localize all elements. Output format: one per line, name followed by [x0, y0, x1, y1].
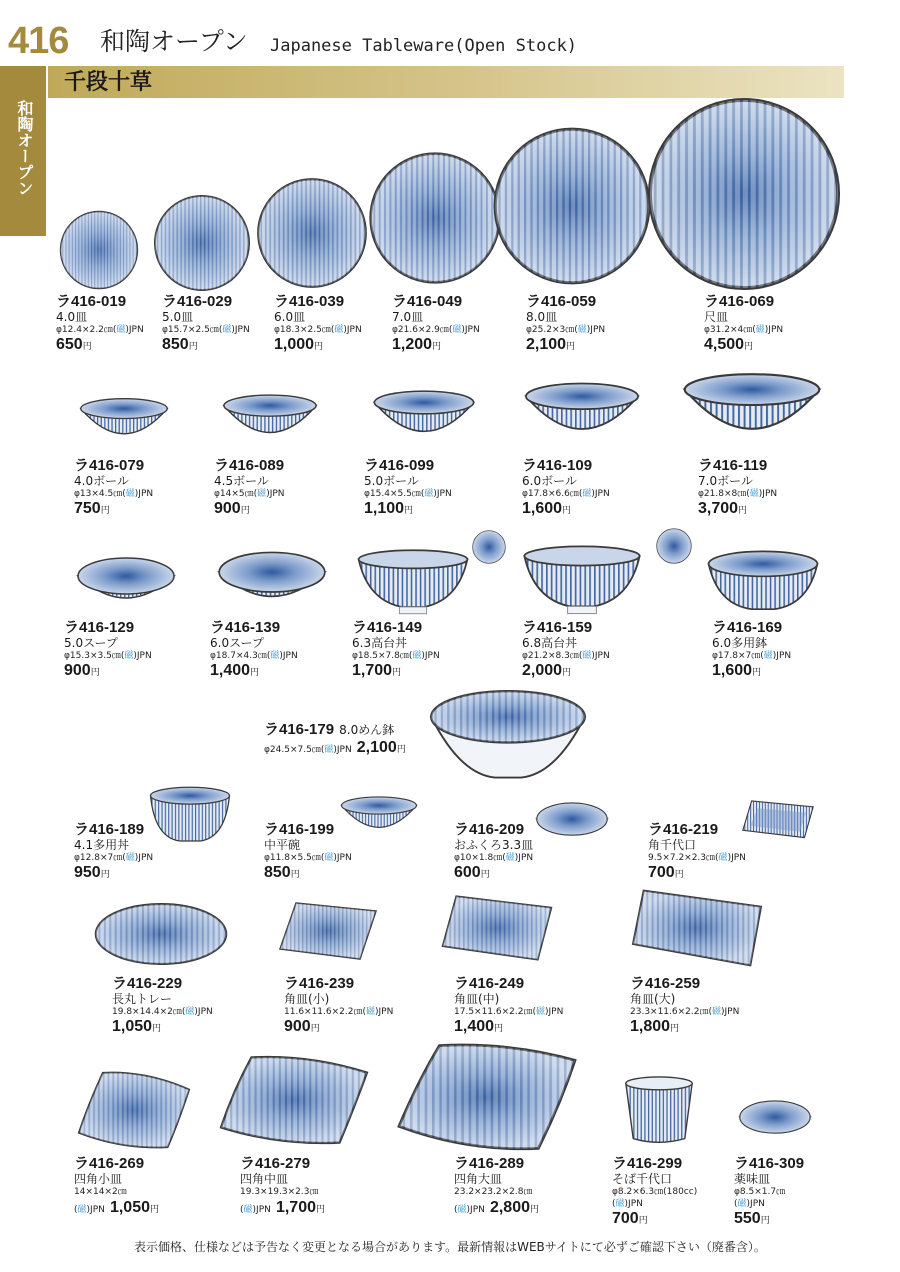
product-name: 6.0多用鉢 — [712, 636, 768, 650]
product-name: 角皿(小) — [284, 992, 330, 1006]
product-price: 1,200円 — [392, 336, 442, 353]
product-photo-259 — [602, 888, 792, 968]
product-photo-189 — [148, 784, 232, 846]
product-photo-159-detail — [656, 528, 692, 564]
product-spec: φ31.2×4㎝(磁)JPN — [704, 325, 784, 335]
product-photo-089 — [222, 392, 318, 450]
product-code: ラ416-179 — [264, 721, 335, 738]
product-photo-019 — [58, 210, 140, 290]
product-name: 7.0ボール — [698, 474, 753, 488]
product-price: 700円 — [612, 1210, 648, 1227]
product-price: 2,100円 — [526, 336, 576, 353]
product-item — [522, 458, 610, 519]
product-item — [274, 294, 362, 355]
product-name: 4.0ボール — [74, 474, 129, 488]
product-photo-309 — [738, 1098, 812, 1142]
product-item — [712, 620, 791, 681]
product-price: 650円 — [56, 336, 92, 353]
product-code: ラ416-019 — [56, 293, 127, 310]
product-code: ラ416-069 — [704, 293, 775, 310]
product-photo-059 — [492, 124, 652, 288]
product-price: 950円 — [74, 864, 110, 881]
product-item — [698, 458, 777, 519]
product-photo-029 — [150, 194, 254, 292]
product-spec: 19.3×19.3×2.3㎝ — [240, 1187, 319, 1197]
product-name: 6.0ボール — [522, 474, 577, 488]
product-photo-289 — [392, 1042, 582, 1152]
product-spec: φ18.5×7.8㎝(磁)JPN — [352, 651, 440, 661]
product-item: ラ416-269 四角小皿 14×14×2㎝ (磁)JPN 1,050円 — [74, 1155, 160, 1216]
product-price: 1,400円 — [210, 662, 260, 679]
product-code: ラ416-299 — [612, 1155, 683, 1172]
product-price: 900円 — [214, 500, 250, 517]
footer-note: 表示価格、仕様などは予告なく変更となる場合があります。最新情報はWEBサイトにて必ずご確認下さい（廃番含）。 — [134, 1240, 766, 1254]
product-spec: φ17.8×6.6㎝(磁)JPN — [522, 489, 610, 499]
product-price: 2,800円 — [489, 1199, 540, 1216]
product-price: 1,800円 — [630, 1018, 680, 1035]
product-price: 1,100円 — [364, 500, 414, 517]
product-price: 1,400円 — [454, 1018, 504, 1035]
product-spec: φ18.3×2.5㎝(磁)JPN — [274, 325, 362, 335]
product-photo-219 — [736, 798, 820, 842]
product-name: 5.0皿 — [162, 310, 194, 324]
product-spec: φ11.8×5.5㎝(磁)JPN — [264, 853, 352, 863]
product-price: 1,050円 — [109, 1199, 160, 1216]
product-item — [284, 976, 393, 1037]
product-item — [74, 822, 153, 883]
product-code: ラ416-189 — [74, 821, 145, 838]
product-price: 600円 — [454, 864, 490, 881]
product-name: 四角中皿 — [240, 1172, 289, 1186]
product-spec: 23.2×23.2×2.8㎝ — [454, 1187, 533, 1197]
product-name: 4.0皿 — [56, 310, 88, 324]
product-spec: φ15.7×2.5㎝(磁)JPN — [162, 325, 250, 335]
product-spec: φ21.6×2.9㎝(磁)JPN — [392, 325, 480, 335]
product-name: 長丸トレー — [112, 992, 173, 1006]
product-item — [522, 620, 610, 681]
product-item — [352, 620, 440, 681]
product-item — [264, 722, 406, 758]
product-code: ラ416-119 — [698, 457, 768, 474]
product-price: 850円 — [264, 864, 300, 881]
product-item — [526, 294, 605, 355]
product-price: 4,500円 — [704, 336, 754, 353]
product-price: 1,600円 — [522, 500, 572, 517]
product-price: 850円 — [162, 336, 198, 353]
product-code: ラ416-029 — [162, 293, 233, 310]
product-spec: 14×14×2㎝ — [74, 1187, 127, 1197]
product-item — [648, 822, 746, 883]
product-spec: φ25.2×3㎝(磁)JPN — [526, 325, 606, 335]
product-item — [392, 294, 480, 355]
product-price: 700円 — [648, 864, 684, 881]
product-code: ラ416-279 — [240, 1155, 311, 1172]
product-photo-269 — [72, 1068, 196, 1152]
page-header — [0, 22, 900, 60]
product-photo-239 — [278, 900, 378, 962]
product-name: 角皿(中) — [454, 992, 500, 1006]
product-code: ラ416-139 — [210, 619, 281, 636]
product-name: 8.0めん鉢 — [339, 723, 395, 737]
product-code: ラ416-269 — [74, 1155, 145, 1172]
product-name: 中平碗 — [264, 838, 301, 852]
product-photo-099 — [370, 388, 478, 450]
product-photo-149 — [352, 548, 474, 616]
product-photo-179 — [424, 688, 592, 784]
product-code: ラ416-169 — [712, 619, 783, 636]
product-spec: φ21.2×8.3㎝(磁)JPN — [522, 651, 610, 661]
product-name: 角千代口 — [648, 838, 697, 852]
product-spec: 23.3×11.6×2.2㎝(磁)JPN — [630, 1007, 740, 1017]
product-price: 2,100円 — [356, 739, 406, 756]
product-spec: 9.5×7.2×2.3㎝(磁)JPN — [648, 853, 746, 863]
product-photo-279 — [218, 1054, 370, 1146]
product-name: 6.0スープ — [210, 636, 264, 650]
product-code: ラ416-109 — [522, 457, 593, 474]
product-item: ラ416-289 四角大皿 23.2×23.2×2.8㎝ (磁)JPN 2,800円 — [454, 1155, 540, 1216]
product-price: 1,600円 — [712, 662, 762, 679]
product-code: ラ416-089 — [214, 457, 285, 474]
product-photo-169 — [704, 548, 822, 616]
product-photo-039 — [256, 176, 368, 290]
product-spec: 11.6×11.6×2.2㎝(磁)JPN — [284, 1007, 394, 1017]
product-name: おふくろ3.3皿 — [454, 838, 534, 852]
product-item — [364, 458, 452, 519]
product-code: ラ416-289 — [454, 1155, 525, 1172]
product-spec: φ15.4×5.5㎝(磁)JPN — [364, 489, 452, 499]
product-photo-159 — [512, 544, 652, 616]
product-code: ラ416-239 — [284, 975, 355, 992]
product-name: 4.1多用丼 — [74, 838, 130, 852]
product-code: ラ416-149 — [352, 619, 423, 636]
product-photo-149-detail — [472, 530, 506, 564]
product-name: 角皿(大) — [630, 992, 676, 1006]
product-spec: φ21.8×8㎝(磁)JPN — [698, 489, 778, 499]
product-code: ラ416-199 — [264, 821, 335, 838]
product-item: ラ416-279 四角中皿 19.3×19.3×2.3㎝ (磁)JPN 1,700円 — [240, 1155, 326, 1216]
product-code: ラ416-159 — [522, 619, 593, 636]
product-code: ラ416-099 — [364, 457, 435, 474]
product-spec: φ24.5×7.5㎝(磁)JPN — [264, 745, 352, 755]
product-spec: φ8.2×6.3㎝(180cc) — [612, 1187, 698, 1197]
product-item — [112, 976, 213, 1037]
product-item — [210, 620, 298, 681]
product-code: ラ416-309 — [734, 1155, 805, 1172]
product-name: 四角大皿 — [454, 1172, 503, 1186]
product-name: 5.0スープ — [64, 636, 118, 650]
product-item — [454, 822, 533, 883]
product-price: 1,700円 — [352, 662, 402, 679]
side-tab-label: 和陶オープン — [15, 100, 34, 196]
product-photo-129 — [70, 554, 182, 614]
product-photo-229 — [86, 900, 236, 968]
product-spec: φ12.8×7㎝(磁)JPN — [74, 853, 154, 863]
side-tab — [0, 66, 46, 236]
product-code: ラ416-049 — [392, 293, 463, 310]
product-name: 6.8高台丼 — [522, 636, 578, 650]
product-name: 7.0皿 — [392, 310, 424, 324]
product-code: ラ416-039 — [274, 293, 345, 310]
product-spec: φ13×4.5㎝(磁)JPN — [74, 489, 154, 499]
product-price: 1,050円 — [112, 1018, 162, 1035]
product-name: 5.0ボール — [364, 474, 419, 488]
product-spec: φ17.8×7㎝(磁)JPN — [712, 651, 792, 661]
product-name: 8.0皿 — [526, 310, 558, 324]
product-price: 1,700円 — [275, 1199, 326, 1216]
product-spec: φ8.5×1.7㎝ — [734, 1187, 786, 1197]
product-code: ラ416-259 — [630, 975, 701, 992]
product-code: ラ416-249 — [454, 975, 525, 992]
category-title-en: Japanese Tableware(Open Stock) — [270, 36, 578, 56]
product-photo-119 — [676, 370, 828, 454]
product-price: 3,700円 — [698, 500, 748, 517]
product-item — [162, 294, 250, 355]
category-title: 和陶オープン — [100, 27, 248, 56]
product-spec: φ10×1.8㎝(磁)JPN — [454, 853, 534, 863]
product-price: 900円 — [284, 1018, 320, 1035]
product-photo-299 — [622, 1076, 696, 1146]
product-photo-209 — [534, 800, 610, 844]
section-title-bar — [48, 66, 844, 98]
product-code: ラ416-059 — [526, 293, 597, 310]
product-code: ラ416-229 — [112, 975, 183, 992]
product-name: 6.0皿 — [274, 310, 306, 324]
product-price: 1,000円 — [274, 336, 324, 353]
product-name: 6.3高台丼 — [352, 636, 408, 650]
product-name: 4.5ボール — [214, 474, 269, 488]
product-photo-249 — [420, 894, 574, 962]
page-number: 416 — [8, 20, 69, 62]
product-item — [264, 822, 352, 883]
product-photo-049 — [368, 148, 502, 288]
product-spec: 17.5×11.6×2.2㎝(磁)JPN — [454, 1007, 564, 1017]
product-item — [704, 294, 783, 355]
product-price: 900円 — [64, 662, 100, 679]
product-name: 尺皿 — [704, 310, 729, 324]
product-price: 550円 — [734, 1210, 770, 1227]
product-photo-199 — [340, 794, 418, 842]
product-item — [630, 976, 739, 1037]
product-name: 四角小皿 — [74, 1172, 123, 1186]
product-item — [454, 976, 563, 1037]
product-item: ラ416-299 そば千代口 φ8.2×6.3㎝(180cc) (磁)JPN 700円 — [612, 1155, 698, 1227]
section-title: 千段十草 — [64, 69, 153, 95]
product-price: 750円 — [74, 500, 110, 517]
product-name: そば千代口 — [612, 1172, 673, 1186]
product-code: ラ416-079 — [74, 457, 145, 474]
product-code: ラ416-219 — [648, 821, 719, 838]
product-name: 薬味皿 — [734, 1172, 771, 1186]
product-photo-109 — [520, 380, 644, 450]
product-item — [214, 458, 285, 519]
product-photo-069 — [644, 96, 844, 292]
product-item — [56, 294, 144, 355]
product-spec: 19.8×14.4×2㎝(磁)JPN — [112, 1007, 213, 1017]
product-item — [64, 620, 152, 681]
product-photo-139 — [210, 548, 334, 614]
product-code: ラ416-129 — [64, 619, 135, 636]
product-code: ラ416-209 — [454, 821, 525, 838]
product-photo-079 — [78, 396, 170, 450]
product-spec: φ12.4×2.2㎝(磁)JPN — [56, 325, 144, 335]
product-spec: φ14×5㎝(磁)JPN — [214, 489, 285, 499]
product-item: ラ416-309 薬味皿 φ8.5×1.7㎝ (磁)JPN 550円 — [734, 1155, 805, 1227]
product-spec: φ18.7×4.3㎝(磁)JPN — [210, 651, 298, 661]
product-spec: φ15.3×3.5㎝(磁)JPN — [64, 651, 152, 661]
product-price: 2,000円 — [522, 662, 572, 679]
product-item — [74, 458, 153, 519]
